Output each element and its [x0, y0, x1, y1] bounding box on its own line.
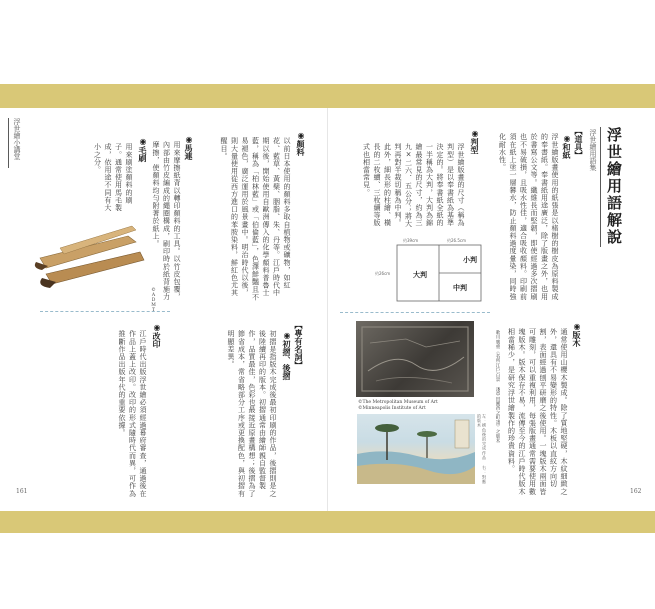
page-title: 浮世繪用語解說: [605, 127, 623, 246]
print-landscape: [357, 414, 475, 484]
brush-photo-credit: ©ADMT: [151, 288, 156, 313]
judge-text: 浮世繪版畫的尺寸（稱為判型）是以奉書紙為基準決定的。將奉書紙全紙的一半稱為大判，大判為錦繪最常見的尺寸，約為三九×二六．五公分；將大判再對半裁切稱為中判。此外，細長形的柱繪、橫長的二枚續、三枚續等版式也相當常見。: [362, 143, 465, 228]
label-koban: 小判: [463, 255, 477, 264]
block-text: 通常使用山櫻木製成。除了質地堅硬，木紋細緻之外，還具有不易變形的特性。木板以直紋方向切割，表面經過刨平研磨之後使用。一塊版木兩面皆可雕刻，可以重複利用，每張版畫通常需要使用數塊版木。版木保存不易，流傳至今的江戶時代版木相當稀少，是研究浮世繪製作的珍貴資料。: [507, 328, 568, 496]
woodblock-carving-texture: [356, 321, 474, 397]
right-section-divider: [340, 312, 490, 313]
credit-met: ©The Metropolitan Museum of Art: [358, 400, 438, 405]
right-page-number: 162: [630, 488, 642, 495]
brushes-photo: [32, 218, 150, 294]
brush-heading: ◉毛刷: [138, 136, 148, 162]
bottom-gold-band: [0, 511, 655, 533]
label-oban: 大判: [413, 270, 427, 279]
washi-text: 浮世繪版畫使用的紙張是以楮樹的樹皮為原料製成的奉書紙。奉書紙用途廣泛，除了版畫之外，也用於書寫公文等。纖維長而堅韌，即使經過多次摺刷也不易破損，且吸水性佳，適合吸收顏料。印刷前須在紙上塗一層礬水，防止顏料過度暈染，同時強化耐水性。: [498, 133, 559, 301]
related-text: 初摺是指版木完成後最初印刷的作品，後摺則是之後陸續再印的版本。初摺通常由繪師親自監督製作，品質最佳，色彩也最接近原畫構想；後摺為了節省成本，常省略部分工序或更換配色，與初摺有明顯差異。: [227, 330, 277, 498]
kaiin-text: 江戶時代出版浮世繪必須經過幕府審查，通過後在作品上蓋上改印。改印的形式隨時代而異，可作為推斷作品出版年代的重要依據。: [118, 330, 147, 498]
dim-top-left: 約39cm: [403, 238, 419, 243]
left-section-divider: [40, 311, 170, 312]
brush-text: 用來刷塗顏料的刷子。通常使用馬毛製成，依用途不同有大小之分。: [93, 143, 133, 212]
running-head-rule: [8, 118, 9, 168]
running-head: 浮世繪小講堂: [13, 118, 21, 160]
kaiin-heading: ◉改印: [152, 322, 162, 348]
judge-heading: ◉判型: [470, 128, 480, 154]
related-heading: ◉初摺、後摺: [282, 330, 292, 380]
print-caption: 左：刷色後的完成作品 右：對應的版木: [477, 414, 487, 484]
dim-top-right: 約26.5cm: [447, 238, 467, 243]
block-heading: ◉版木: [572, 321, 582, 347]
section-tools-heading: 【道具】: [574, 127, 584, 159]
baren-text: 用來摩擦紙背以轉印顏料的工具。以竹皮包覆，內部由竹皮編成的繩圈構成，刷印時於紙背施力摩擦，使顏料均勻附著於紙上。: [152, 141, 181, 301]
left-page-number: 161: [16, 488, 28, 495]
woodblock-photo: [356, 321, 474, 397]
baren-heading: ◉馬連: [184, 134, 194, 160]
pigment-heading: ◉顏料: [296, 130, 306, 156]
page-subtitle: 浮世繪用語集: [589, 129, 597, 171]
dim-left: 約26cm: [375, 271, 391, 276]
washi-heading: ◉和紙: [562, 133, 572, 159]
block-caption: 歌川廣重〈名所江戶百景 淺草田圃酉之町詣〉之版木: [495, 330, 500, 444]
section-related-heading: 【專有名詞】: [294, 321, 304, 369]
label-chuban: 中判: [453, 283, 467, 292]
brushes-illustration: [32, 218, 150, 294]
title-rule: [600, 127, 601, 247]
credit-mia: ©Minneapolis Institute of Art: [358, 406, 426, 411]
ukiyoe-print-image: [357, 414, 475, 484]
book-spine: [327, 108, 328, 511]
pigment-text: 以前日本使用的顏料多取自植物或礦物，如紅花、藍草、黃檗、胭脂、朱、丹等。江戶時代中期以後，開始使用自歐洲傳入的化學顏料普魯士藍，稱為「柏林藍」或「伯倫藍」，色澤鮮豔且不易褪色，廣泛運用於風景畫中。明治時代以後，則大量使用從西方進口的苯胺染料，鮮紅色尤其醒目。: [220, 137, 291, 301]
top-gold-band: [0, 84, 655, 108]
paper-size-diagram: [373, 235, 486, 305]
